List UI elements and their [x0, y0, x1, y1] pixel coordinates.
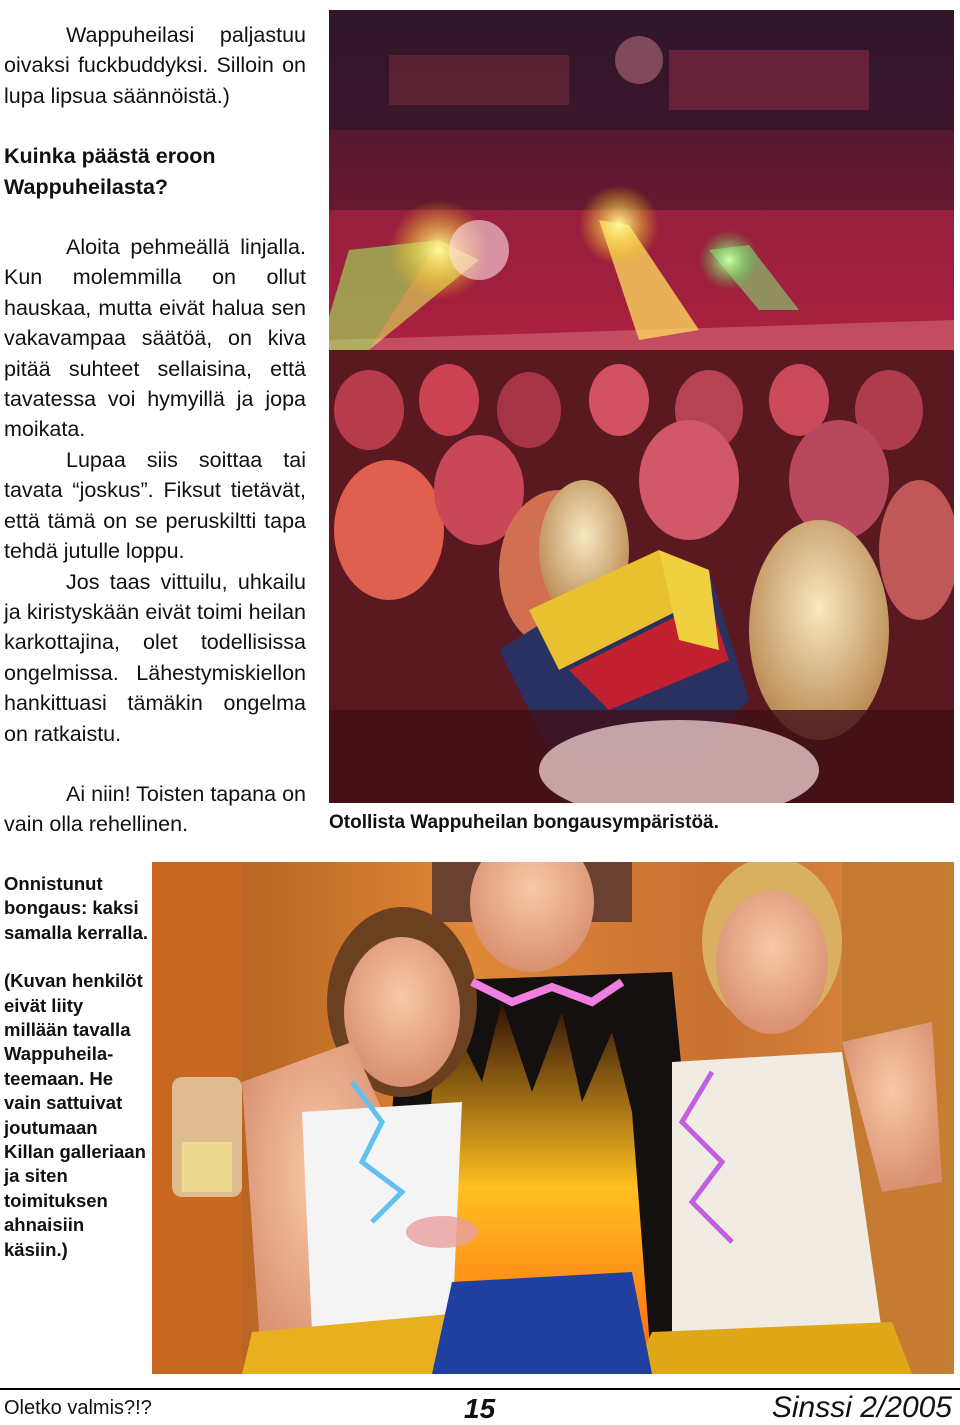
page-number: 15: [464, 1393, 496, 1424]
magazine-issue: Sinssi 2/2005: [771, 1391, 952, 1424]
dance-floor-image: [329, 10, 954, 803]
footer-section-title: Oletko valmis?!?: [4, 1397, 152, 1419]
article-paragraph: Ai niin! Toisten tapana on vain olla rehellinen.: [4, 781, 306, 837]
article-paragraph-intro: Wappuheilasi paljastuu oivaksi fuckbuddyksi. Silloin on lupa lipsua säännöistä.): [4, 23, 306, 108]
article-text: [4, 20, 306, 840]
article-paragraph: Aloita pehmeällä linjalla. Kun molemmilla on ollut hauskaa, mutta eivät halua sen vakavampaa säätöä, on kiva pitää suhteet sellaisina, että tavatessa voi hymyillä ja jopa moikata.: [4, 235, 306, 442]
article-paragraph: Jos taas vittuilu, uhkailu ja kiristyskään eivät toimi heilan karkottajina, olet todellisissa ongelmissa. Lähestymiskiellon hankittuasi tämäkin ongelma on ratkaistu.: [4, 569, 306, 746]
article-paragraph: Lupaa siis soittaa tai tavata “joskus”. Fiksut tietävät, että tämä on se peruskiltti tapa tehdä jutulle loppu.: [4, 447, 306, 564]
trio-photo-caption: [4, 872, 149, 1262]
trio-caption-main: Onnistunut bongaus: kaksi samalla kerralla.: [4, 873, 148, 943]
footer-divider: [0, 1388, 960, 1390]
trio-photo: [152, 862, 954, 1374]
dance-photo-caption: Otollista Wappuheilan bongausympäristöä.: [329, 812, 719, 833]
trio-image: [152, 862, 954, 1374]
trio-caption-note: (Kuvan henkilöt eivät liity millään tavalla Wappuheila-teemaan. He vain sattuivat joutumaan Killan galleriaan ja siten toimituksen ahnaisiin käsiin.): [4, 970, 146, 1260]
dance-floor-photo: [329, 10, 954, 803]
article-heading: Kuinka päästä eroon Wappuheilasta?: [4, 144, 216, 199]
